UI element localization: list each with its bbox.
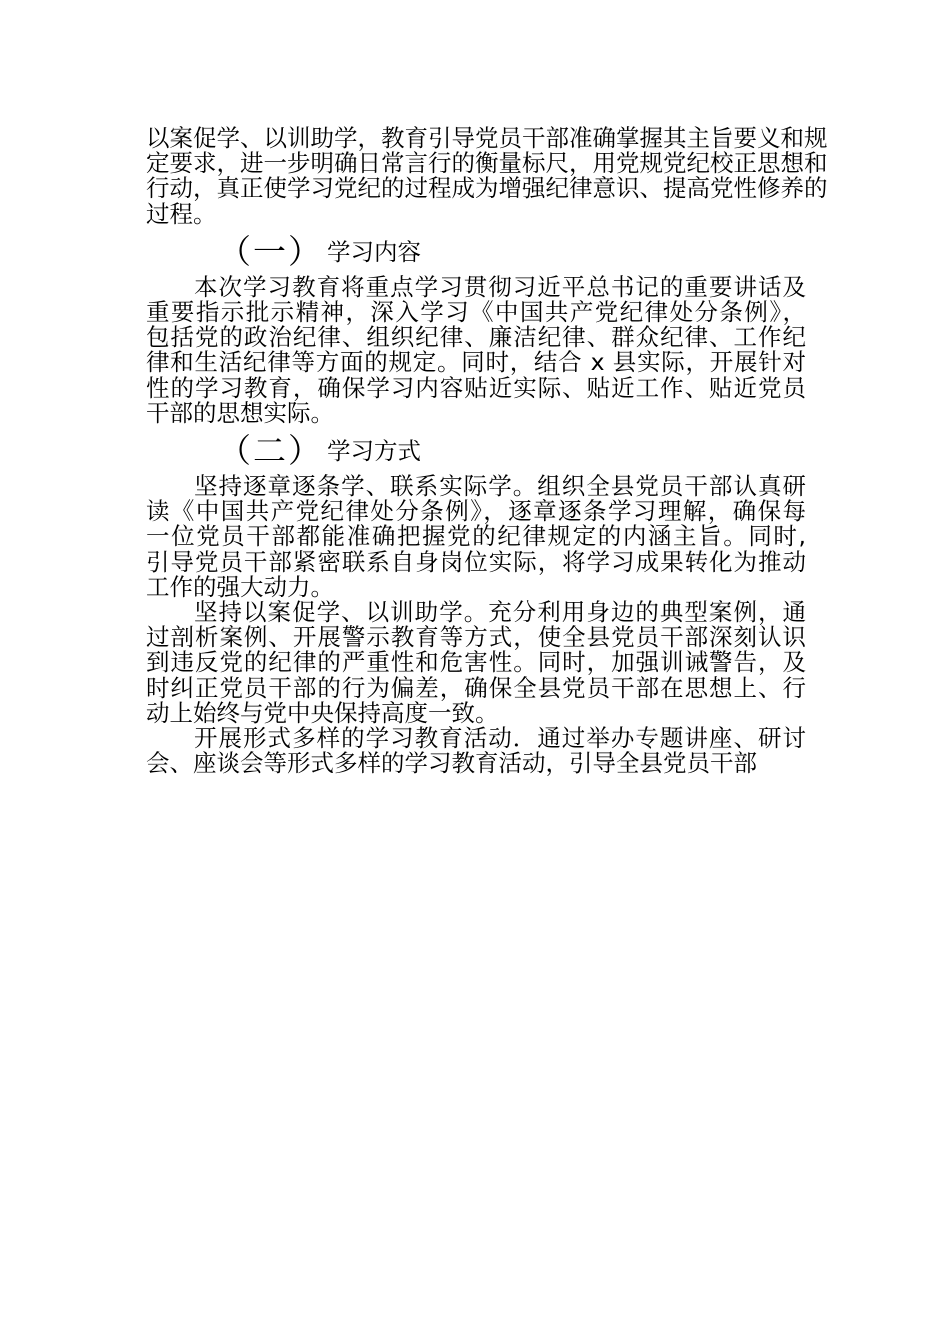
text-line: 定要求，进一步明确日常言行的衡量标尺，用党规党纪校正思想和 [146, 149, 828, 178]
text-line: 本次学习教育将重点学习贯彻习近平总书记的重要讲话及 [194, 272, 806, 301]
section1-paragraph [146, 272, 806, 427]
text-line: 过程。 [146, 199, 217, 228]
text-line: 律和生活纪律等方面的规定。同时，结合 x 县实际，开展针对 [146, 348, 806, 377]
section-number: （二） [218, 431, 323, 471]
text-line: 行动，真正使学习党纪的过程成为增强纪律意识、提高党性修养的 [146, 174, 828, 203]
text-line: 到违反党的纪律的严重性和危害性。同时，加强训诫警告，及 [146, 648, 806, 677]
text-line: 读《中国共产党纪律处分条例》，逐章逐条学习理解，确保每 [146, 497, 806, 526]
text-line: 包括党的政治纪律、组织纪律、廉洁纪律、群众纪律、工作纪 [146, 323, 806, 352]
text-line: 引导党员干部紧密联系自身岗位实际，将学习成果转化为推动 [146, 547, 806, 576]
text-line: 过剖析案例、开展警示教育等方式，使全县党员干部深刻认识 [146, 623, 806, 652]
text-line: 一位党员干部都能准确把握党的纪律规定的内涵主旨。同时, [146, 522, 806, 551]
section2-paragraph-2 [146, 600, 806, 726]
section-title: 学习方式 [327, 437, 421, 466]
text-line: 开展形式多样的学习教育活动．通过举办专题讲座、研讨 [194, 724, 806, 753]
text-line: 会、座谈会等形式多样的学习教育活动，引导全县党员干部 [146, 749, 757, 778]
text-line: 坚持逐章逐条学、联系实际学。组织全县党员干部认真研 [194, 472, 806, 501]
section-heading-1 [146, 231, 806, 271]
text-line: 时纠正党员干部的行为偏差，确保全县党员干部在思想上、行 [146, 673, 806, 702]
section2-paragraph-1 [146, 474, 806, 600]
section-title: 学习内容 [327, 237, 421, 266]
section-number: （一） [218, 231, 323, 271]
text-line: 坚持以案促学、以训助学。充分利用身边的典型案例，通 [194, 598, 806, 627]
text-line: 性的学习教育，确保学习内容贴近实际、贴近工作、贴近党员 [146, 373, 806, 402]
section2-paragraph-3 [146, 726, 806, 776]
text-line: 重要指示批示精神，深入学习《中国共产党纪律处分条例》， [146, 298, 806, 327]
text-line: 动上始终与党中央保持高度一致。 [146, 698, 499, 727]
text-line: 工作的强大动力。 [146, 572, 334, 601]
text-line: 以案促学、以训助学，教育引导党员干部准确掌握其主旨要义和规 [146, 124, 828, 152]
intro-paragraph [146, 124, 828, 228]
section-heading-2 [146, 431, 806, 471]
document-page [146, 124, 828, 778]
text-line: 干部的思想实际。 [146, 398, 334, 427]
